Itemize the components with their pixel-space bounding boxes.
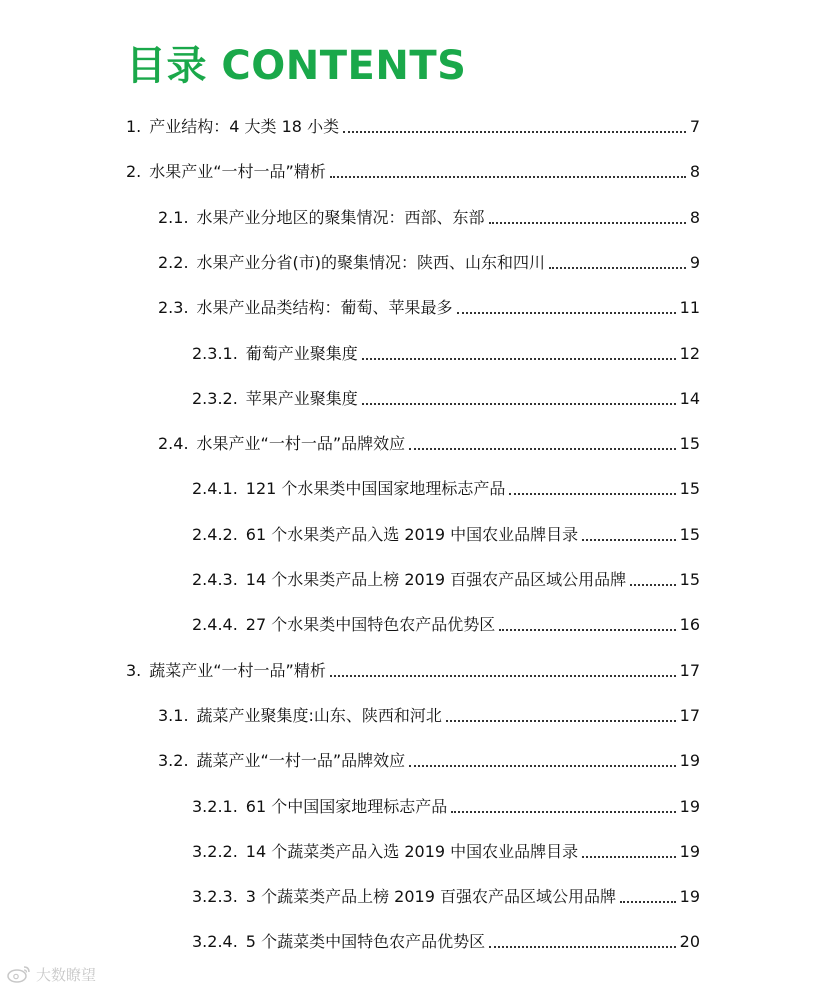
toc-entry-page: 11: [679, 298, 700, 318]
toc-entry-page: 14: [679, 388, 700, 408]
toc-entry[interactable]: [126, 155, 700, 183]
toc-dot-leader: [457, 311, 676, 314]
toc-entry-label: 水果产业“一村一品”品牌效应: [196, 434, 406, 454]
toc-dot-leader: [409, 447, 676, 450]
toc-dot-leader: [489, 945, 676, 948]
toc-entry[interactable]: [158, 246, 700, 274]
toc-entry-label: 葡萄产业聚集度: [245, 343, 358, 363]
toc-entry[interactable]: [158, 699, 700, 727]
toc-entry-page: 17: [679, 705, 700, 725]
toc-dot-leader: [330, 175, 686, 178]
toc-entry-page: 17: [679, 660, 700, 680]
toc-entry[interactable]: [192, 880, 700, 908]
toc-entry-number: 3.2.3.: [192, 887, 238, 907]
weibo-logo-icon: [6, 964, 32, 984]
toc-dot-leader: [549, 266, 686, 269]
toc-entry-page: 20: [679, 932, 700, 952]
toc-entry-label: 14 个水果类产品上榜 2019 百强农产品区域公用品牌: [245, 570, 627, 589]
toc-entry-label: 蔬菜产业“一村一品”精析: [149, 660, 326, 680]
toc-entry-number: 2.4.: [158, 434, 189, 454]
toc-entry-number: 2.4.1.: [192, 479, 238, 499]
toc-entry[interactable]: [126, 654, 700, 682]
toc-entry-number: 2.: [126, 162, 142, 182]
toc-entry-label: 产业结构：4 大类 18 小类: [149, 117, 340, 136]
toc-entry-label: 水果产业品类结构：葡萄、苹果最多: [196, 298, 453, 318]
toc-dot-leader: [330, 674, 676, 677]
toc-entry-page: 9: [689, 252, 700, 272]
toc-entry-number: 3.2.4.: [192, 932, 238, 952]
toc-entry[interactable]: [192, 518, 700, 546]
toc-entry-page: 16: [679, 615, 700, 635]
toc-dot-leader: [362, 357, 676, 360]
toc-entry-label: 水果产业分地区的聚集情况：西部、东部: [196, 207, 485, 227]
toc-entry-number: 3.1.: [158, 705, 189, 725]
toc-entry-label: 61 个水果类产品入选 2019 中国农业品牌目录: [245, 524, 579, 544]
toc-entry-number: 3.2.: [158, 751, 189, 771]
page-title: 目录 CONTENTS: [126, 43, 467, 89]
toc-entry-number: 2.4.4.: [192, 615, 238, 635]
toc-entry-number: 2.3.1.: [192, 343, 238, 363]
toc-entry-label: 水果产业“一村一品”精析: [149, 162, 326, 182]
toc-entry-label: 61 个中国国家地理标志产品: [245, 796, 448, 816]
toc-entry-page: 19: [679, 751, 700, 771]
toc-entry-number: 2.3.: [158, 298, 189, 318]
toc-dot-leader: [620, 900, 676, 903]
toc-dot-leader: [451, 810, 675, 813]
toc-entry-page: 15: [679, 434, 700, 454]
toc-entry[interactable]: [192, 925, 700, 953]
toc-entry-label: 121 个水果类中国国家地理标志产品: [245, 479, 506, 499]
toc-entry-page: 15: [679, 479, 700, 499]
toc-entry-number: 2.3.2.: [192, 388, 238, 408]
toc-entry-page: 12: [679, 343, 700, 363]
toc-entry-number: 2.4.2.: [192, 524, 238, 544]
toc-entry[interactable]: [192, 790, 700, 818]
toc-entry-page: 19: [679, 796, 700, 816]
toc-entry-page: 7: [689, 117, 700, 136]
toc-dot-leader: [409, 764, 676, 767]
toc-dot-leader: [582, 538, 676, 541]
toc-entry-number: 3.2.2.: [192, 841, 238, 861]
toc-dot-leader: [499, 628, 675, 631]
toc-entry[interactable]: [158, 744, 700, 772]
toc-entry-number: 2.1.: [158, 207, 189, 227]
toc-entry-number: 3.: [126, 660, 142, 680]
toc-entry-page: 8: [689, 162, 700, 182]
toc-dot-leader: [489, 221, 686, 224]
toc-entry-label: 14 个蔬菜类产品入选 2019 中国农业品牌目录: [245, 841, 579, 861]
toc-entry[interactable]: [192, 472, 700, 500]
toc-entry[interactable]: [158, 291, 700, 319]
toc-dot-leader: [343, 130, 686, 133]
toc-entry-label: 水果产业分省(市)的聚集情况：陕西、山东和四川: [196, 252, 546, 272]
toc-dot-leader: [630, 583, 676, 586]
toc-entry-label: 蔬菜产业聚集度:山东、陕西和河北: [196, 705, 442, 725]
toc-entry[interactable]: [192, 608, 700, 636]
toc-entry-label: 苹果产业聚集度: [245, 388, 358, 408]
watermark: [6, 960, 96, 988]
toc-entry[interactable]: [126, 110, 700, 138]
toc-dot-leader: [582, 855, 676, 858]
toc-entry-label: 27 个水果类中国特色农产品优势区: [245, 615, 496, 635]
toc-entry-number: 1.: [126, 117, 142, 136]
toc-entry-page: 15: [679, 524, 700, 544]
toc-entry-label: 3 个蔬菜类产品上榜 2019 百强农产品区域公用品牌: [245, 887, 616, 907]
toc-entry-label: 蔬菜产业“一村一品”品牌效应: [196, 751, 406, 771]
toc-entry[interactable]: [192, 835, 700, 863]
toc-entry[interactable]: [192, 563, 700, 591]
toc-dot-leader: [446, 719, 676, 722]
toc-entry[interactable]: [158, 427, 700, 455]
toc-entry-page: 15: [679, 570, 700, 589]
toc-entry-number: 2.2.: [158, 252, 189, 272]
toc-entry[interactable]: [158, 201, 700, 229]
toc-entry[interactable]: [192, 382, 700, 410]
toc-entry-number: 2.4.3.: [192, 570, 238, 589]
toc-entry-page: 19: [679, 887, 700, 907]
toc-entry-page: 19: [679, 841, 700, 861]
toc-entry[interactable]: [192, 337, 700, 365]
toc-dot-leader: [362, 402, 676, 405]
toc-entry-page: 8: [689, 207, 700, 227]
toc-entry-number: 3.2.1.: [192, 796, 238, 816]
watermark-text: 大数瞭望: [36, 965, 97, 984]
toc-entry-label: 5 个蔬菜类中国特色农产品优势区: [245, 932, 486, 952]
toc-dot-leader: [509, 492, 675, 495]
